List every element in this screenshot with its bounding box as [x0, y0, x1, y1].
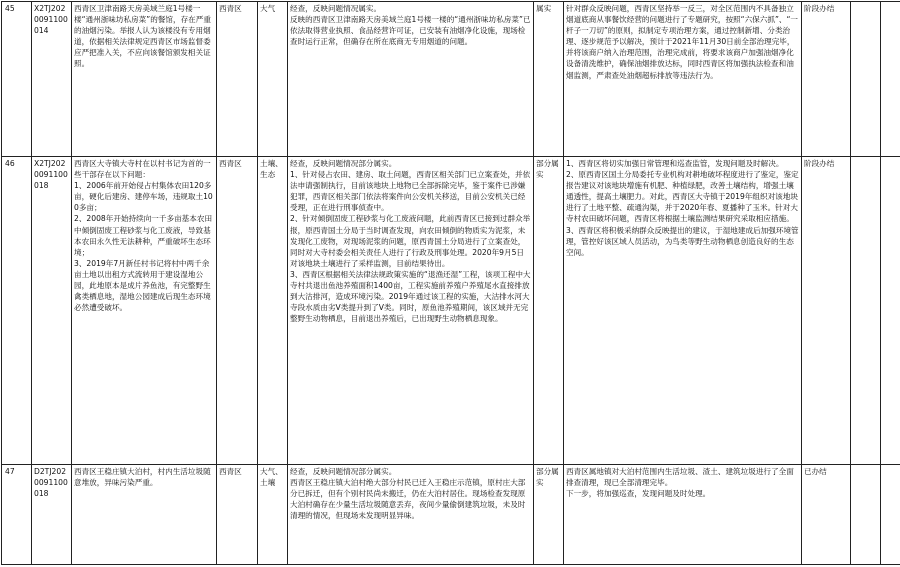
table-row — [2, 465, 900, 565]
empty-cell — [881, 157, 900, 465]
case-code: X2TJ2020091100014 — [32, 2, 72, 157]
result-status: 阶段办结 — [802, 2, 851, 157]
verification-text: 经查，反映问题情况部分属实。 西青区王稳庄镇大泊村绝大部分村民已迁入王稳庄示范镇，原村庄大部分已拆迁，但有个别村民尚未搬迁，仍在大泊村居住。现场检查发现原大泊村确存在少量生活垃圾随意丢弃，夜间少量偷倒建筑垃圾，未及时清理的情况，但现场未发现明显异味。 — [288, 465, 534, 565]
handling-text: 针对群众反映问题，西青区坚持举一反三，对全区范围内不具备独立烟道底商从事餐饮经营的问题进行了专题研究，按照“六保六抓”、“一杆子一刀切”的原则，拟制定专项治理方案，通过控制新增、分类治理、逐步规范予以解决，预计于2021年11月30日前全部治理完毕，并将该商户纳入治理范围，治理完成前，将要求该商户加强油烟净化设备清洗维护，确保油烟排放达标，同时西青区将加强执法检查和油烟监测，严肃查处油烟超标排放等违法行为。 — [564, 2, 802, 157]
pollution-category: 土壤、生态 — [258, 157, 288, 465]
verification-status: 部分属实 — [534, 157, 564, 465]
case-code: X2TJ2020091100018 — [32, 157, 72, 465]
case-table — [1, 1, 900, 565]
row-number: 46 — [2, 157, 32, 465]
empty-cell — [851, 465, 881, 565]
empty-cell — [881, 465, 900, 565]
complaint-text: 西青区卫津南路天房美域兰庭1号楼一楼“通州浙味坊私房菜”的餐馆，存在严重的油烟污染。举报人认为该楼没有专用烟道，依据相关法律规定西青区市场监督委应严把准入关，不应向该餐馆颁发相关证照。 — [72, 2, 217, 157]
result-status: 已办结 — [802, 465, 851, 565]
result-status: 阶段办结 — [802, 157, 851, 465]
row-number: 45 — [2, 2, 32, 157]
verification-status: 属实 — [534, 2, 564, 157]
empty-cell — [851, 2, 881, 157]
row-number: 47 — [2, 465, 32, 565]
empty-cell — [851, 157, 881, 465]
district: 西青区 — [217, 157, 258, 465]
case-code: D2TJ2020091100018 — [32, 465, 72, 565]
table-row — [2, 2, 900, 157]
verification-text: 经查，反映问题情况部分属实。 1、针对侵占农田、建房、取土问题，西青区相关部门已立案查处，并依法申请强制执行，目前该地块上地物已全部拆除完毕，鉴于案件已涉嫌犯罪，西青区相关部门依法将案件向公安机关移送，目前公安机关已经受理，正在进行刑事侦查中。 2、针对倾倒固废工程砂浆与化工废液问题，此前西青区已接到过群众举报，原西青国土分局于当时调查发现，向农田倾倒的物质实为泥浆，未发现化工废物，对现场泥浆的问题，原西青国土分局进行了立案查处，同时对大寺村委会相关责任人进行了行政及刑事处理。2020年9月5日对该地块土壤进行了采样监测，目前结果待出。 3、西青区根据相关法律法规政策实施的“退渔还湿”工程，该项工程中大寺村共退出鱼池养殖面积1400亩，工程实施前养殖户养殖尾水直接排放到大沽排河，造成环境污染。2019年通过该工程的实施，大沽排水河大寺段水质由劣V类提升到了V类。同时，原鱼池养殖期间，该区域并无完整野生动物栖息，目前退出养殖后，已出现野生动物栖息现象。 — [288, 157, 534, 465]
complaint-text: 西青区大寺镇大寺村在以村书记为首的一些干部存在以下问题： 1、2006年前开始侵占村集体农田120多亩，硬化后建房、建停车场，违规取土100多亩； 2、2008年开始持续向一千多亩基本农田中倾倒固废工程砂浆与化工废液，导致基本农田永久性无法耕种，严重破坏生态环境； 3、2019年7月新任村书记将村中两千余亩土地以出租方式流转用于建设湿地公园，此地原本是成片养鱼池，有完整野生禽类栖息地，湿地公园建成后现生态环境必然遭受破坏。 — [72, 157, 217, 465]
district: 西青区 — [217, 465, 258, 565]
pollution-category: 大气 — [258, 2, 288, 157]
handling-text: 西青区属地镇对大泊村范围内生活垃圾、渣土、建筑垃圾进行了全面排查清理，现已全部清理完毕。 下一步，将加强巡查，发现问题及时处理。 — [564, 465, 802, 565]
handling-text: 1、西青区将切实加强日常管理和巡查监管，发现问题及时解决。 2、原西青区国土分局委托专业机构对耕地破坏程度进行了鉴定，鉴定报告建议对该地块增施有机肥、种植绿肥，改善土壤结构，增强土壤通透性，提高土壤肥力。对此，西青区大寺镇于2019年组织对该地块进行了土地平整、疏通沟渠，并于2020年春、夏播种了玉米。针对大寺村农田破坏问题，西青区将根据土壤监测结果研究采取相应措施。 3、西青区将积极采纳群众反映提出的建议，于湿地建成后加强环境管理，管控好该区域人员活动，为鸟类等野生动物栖息创造良好的生态空间。 — [564, 157, 802, 465]
pollution-category: 大气、土壤 — [258, 465, 288, 565]
verification-status: 部分属实 — [534, 465, 564, 565]
complaint-text: 西青区王稳庄镇大泊村，村内生活垃圾随意堆放，异味污染严重。 — [72, 465, 217, 565]
table-row — [2, 157, 900, 465]
verification-text: 经查，反映问题情况属实。 反映的西青区卫津南路天房美域兰庭1号楼一楼的“通州浙味坊私房菜”已依法取得营业执照、食品经营许可证，已安装有油烟净化设施，现场检查时运行正常，但确存在所在底商无专用烟道的问题。 — [288, 2, 534, 157]
district: 西青区 — [217, 2, 258, 157]
empty-cell — [881, 2, 900, 157]
